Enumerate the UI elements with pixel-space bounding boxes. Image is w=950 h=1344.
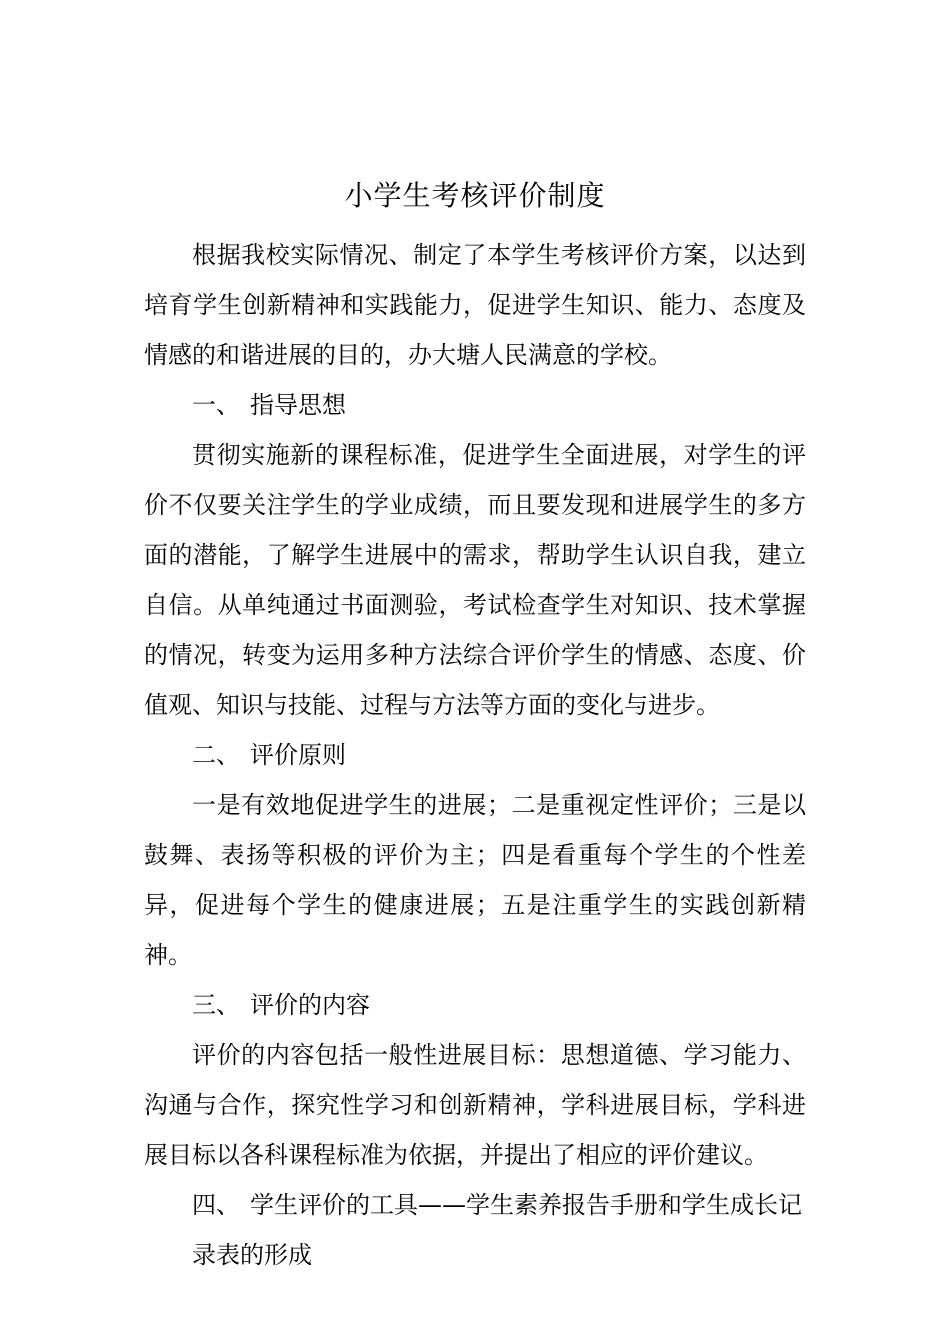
section-heading-4 [144, 1180, 806, 1280]
section-paragraph-3: 评价的内容包括一般性进展目标：思想道德、学习能力、沟通与合作，探究性学习和创新精神，学科进展目标，学科进展目标以各科课程标准为依据，并提出了相应的评价建议。 [144, 1041, 806, 1169]
section-number-4: 四、 [192, 1191, 240, 1219]
intro-paragraph: 根据我校实际情况、制定了本学生考核评价方案，以达到培育学生创新精神和实践能力，促进学生知识、能力、态度及情感的和谐进展的目的，办大塘人民满意的学校。 [144, 241, 806, 369]
section-paragraph-2: 一是有效地促进学生的进展；二是重视定性评价；三是以鼓舞、表扬等积极的评价为主；四是看重每个学生的个性差异，促进每个学生的健康进展；五是注重学生的实践创新精神。 [144, 791, 806, 969]
section-number-2: 二、 [192, 741, 240, 769]
section-heading-2 [144, 730, 806, 780]
section-heading-3 [144, 980, 806, 1030]
section-title-1: 指导思想 [250, 391, 346, 419]
document-body [144, 230, 806, 1280]
section-title-2: 评价原则 [250, 741, 346, 769]
section-heading-1 [144, 380, 806, 430]
section-number-3: 三、 [192, 991, 240, 1019]
section-title-4: 学生评价的工具——学生素养报告手册和学生成长记录表的形成 [192, 1191, 802, 1269]
section-number-1: 一、 [192, 391, 240, 419]
section-title-3: 评价的内容 [250, 991, 370, 1019]
section-paragraph-1: 贯彻实施新的课程标准，促进学生全面进展，对学生的评价不仅要关注学生的学业成绩，而且要发现和进展学生的多方面的潜能，了解学生进展中的需求，帮助学生认识自我，建立自信。从单纯通过书面测验，考试检查学生对知识、技术掌握的情况，转变为运用多种方法综合评价学生的情感、态度、价值观、知识与技能、过程与方法等方面的变化与进步。 [144, 441, 806, 719]
document-title: 小学生考核评价制度 [344, 179, 606, 212]
